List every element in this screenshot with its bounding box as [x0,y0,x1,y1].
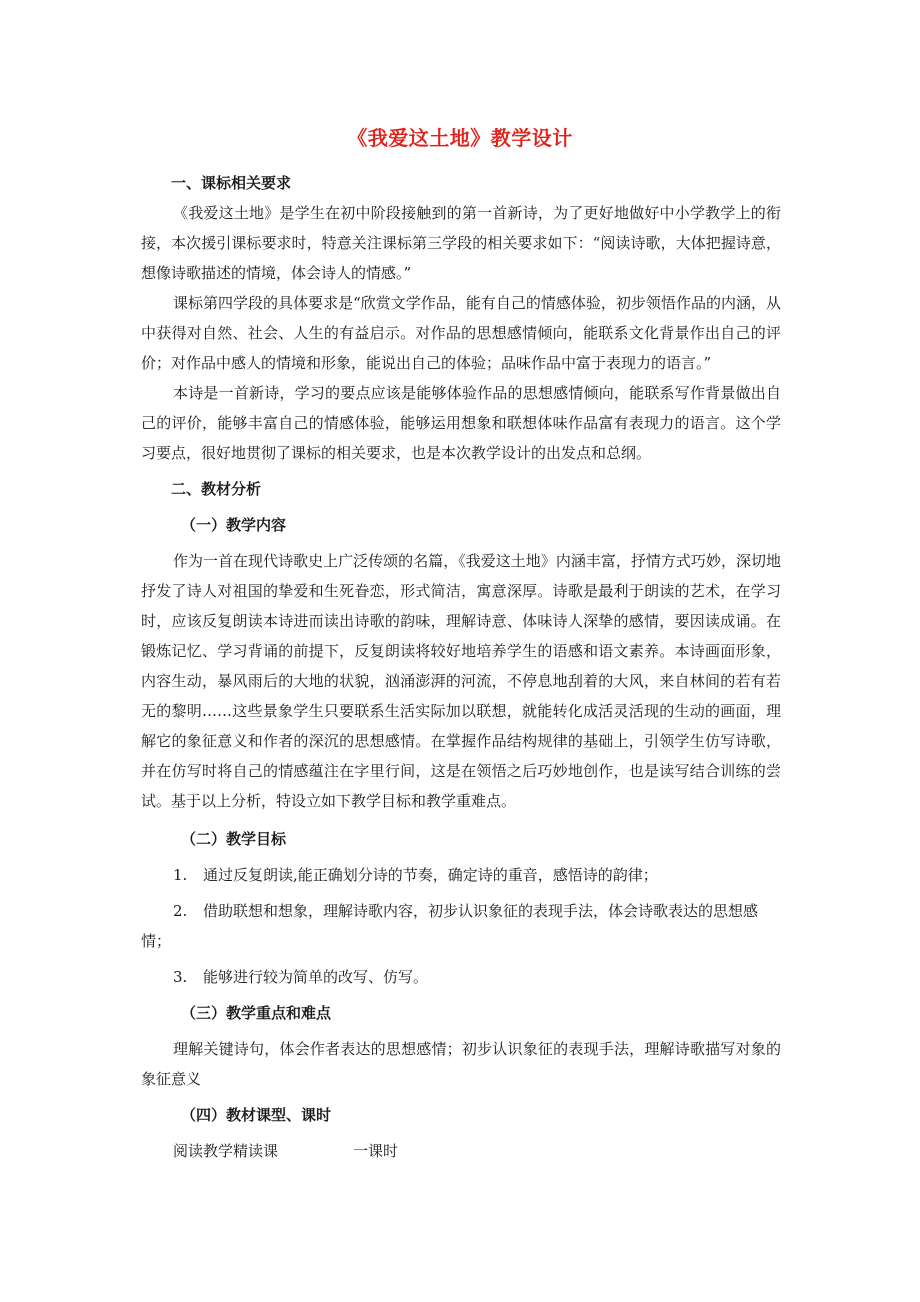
paragraph: 课标第四学段的具体要求是“欣赏文学作品，能有自己的情感体验，初步领悟作品的内涵，从中获得对自然、社会、人生的有益启示。对作品的思想感情倾向，能联系文化背景作出自己的评价；对作品中感人的情境和形象，能说出自己的体验；品味作品中富于表现力的语言。” [141,294,781,372]
goal-item: 3. 能够进行较为简单的改写、仿写。 [173,968,429,986]
paragraph: 理解关键诗句，体会作者表达的思想感情；初步认识象征的表现手法，理解诗歌描写对象的象征意义 [141,1040,781,1088]
lesson-type-row [141,1136,781,1166]
subsection-heading-keypoints: （三）教学重点和难点 [181,1004,332,1022]
goal-item: 1. 通过反复朗读,能正确划分诗的节奏，确定诗的重音，感悟诗的韵律； [173,866,658,884]
subsection-heading-goals: （二）教学目标 [181,830,287,848]
goal-item: 2. 借助联想和想象，理解诗歌内容，初步认识象征的表现手法，体会诗歌表达的思想感情； [141,902,759,950]
document-title: 《我爱这土地》教学设计 [347,126,573,150]
paragraph: 《我爱这土地》是学生在初中阶段接触到的第一首新诗，为了更好地做好中小学教学上的衔接，本次援引课标要求时，特意关注课标第三学段的相关要求如下：“阅读诗歌，大体把握诗意，想像诗歌描述的情境，体会诗人的情感。” [141,204,781,282]
section-heading-analysis: 二、教材分析 [171,480,262,498]
subsection-heading-lesson-type: （四）教材课型、课时 [181,1106,332,1124]
document-body [141,168,781,1166]
lesson-hours: 一课时 [353,1142,399,1160]
subsection-heading-content: （一）教学内容 [181,516,287,534]
paragraph: 本诗是一首新诗，学习的要点应该是能够体验作品的思想感情倾向，能联系写作背景做出自己的评价，能够丰富自己的情感体验，能够运用想象和联想体味作品富有表现力的语言。这个学习要点，很好地贯彻了课标的相关要求，也是本次教学设计的出发点和总纲。 [141,384,781,462]
section-heading-standards: 一、课标相关要求 [171,174,292,192]
paragraph: 作为一首在现代诗歌史上广泛传颂的名篇，《我爱这土地》内涵丰富，抒情方式巧妙，深切地抒发了诗人对祖国的挚爱和生死眷恋，形式简洁，寓意深厚。诗歌是最利于朗读的艺术，在学习时，应该反复朗读本诗进而读出诗歌的韵味，理解诗意、体味诗人深挚的感情，要因读成诵。在锻炼记忆、学习背诵的前提下，反复朗读将较好地培养学生的语感和语文素养。本诗画面形象，内容生动，暴风雨后的大地的状貌，汹涌澎湃的河流，不停息地刮着的大风，来自林间的若有若无的黎明……这些景象学生只要联系生活实际加以联想，就能转化成活灵活现的生动的画面，理解它的象征意义和作者的深沉的思想感情。在掌握作品结构规律的基础上，引领学生仿写诗歌，并在仿写时将自己的情感蕴注在字里行间，这是在领悟之后巧妙地创作，也是读写结合训练的尝试。基于以上分析，特设立如下教学目标和教学重难点。 [141,552,781,810]
lesson-type: 阅读教学精读课 [173,1142,279,1160]
